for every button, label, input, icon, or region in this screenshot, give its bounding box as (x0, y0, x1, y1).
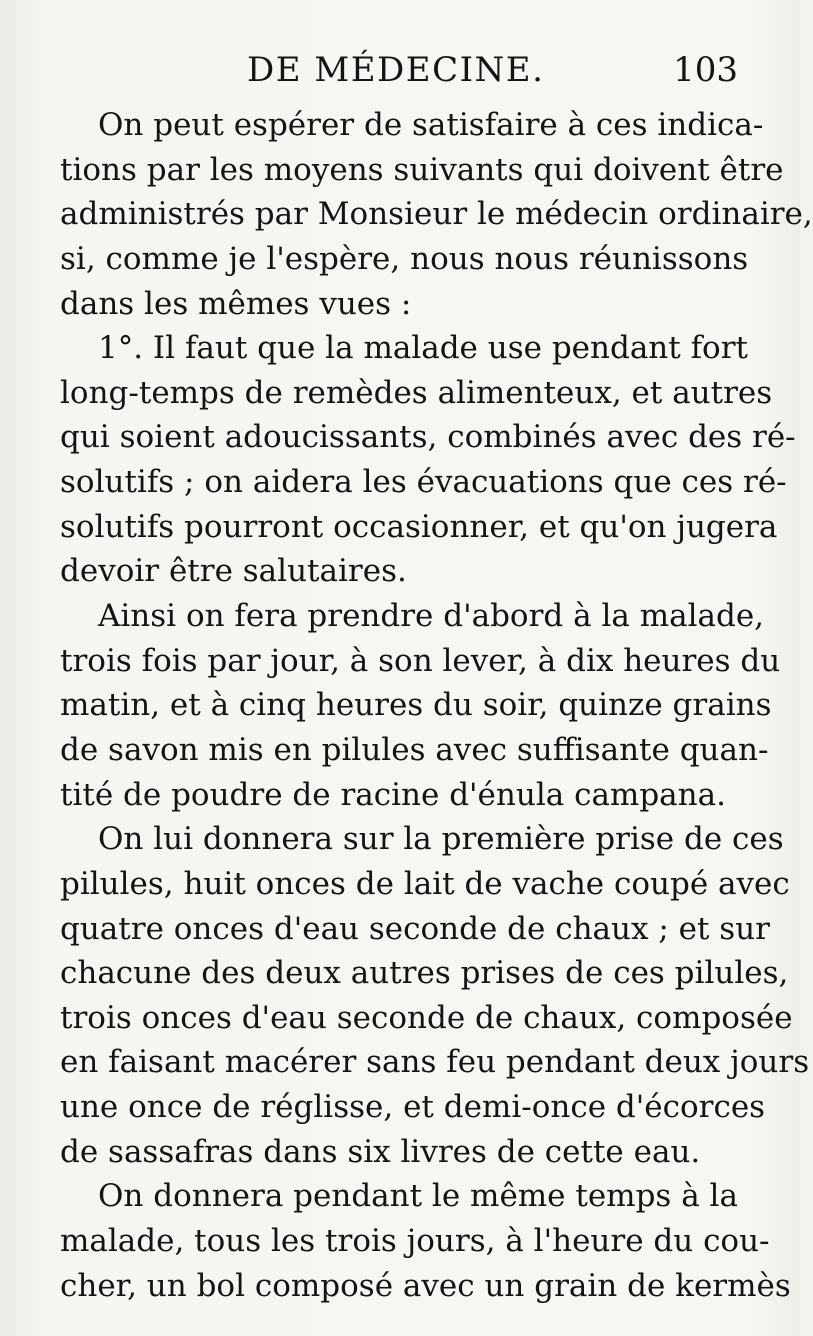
text-line: quatre onces d'eau seconde de chaux ; et sur (60, 910, 770, 947)
text-line: trois fois par jour, à son lever, à dix heures du (60, 642, 781, 679)
text-line: qui soient adoucissants, combinés avec des ré- (60, 419, 796, 456)
paragraph-bolus (60, 1174, 791, 1308)
paragraph-first-remedy (60, 326, 796, 594)
running-title: DE MÉDECINE. (247, 50, 545, 90)
text-line: trois onces d'eau seconde de chaux, composée (60, 999, 793, 1036)
text-line: 1°. Il faut que la malade use pendant fort (98, 330, 749, 367)
body-text (60, 103, 813, 1308)
text-line: en faisant macérer sans feu pendant deux jours (60, 1044, 810, 1081)
paragraph-indications (60, 103, 813, 326)
text-line: de savon mis en pilules avec suffisante quan- (60, 731, 769, 768)
page-number: 103 (673, 50, 738, 90)
text-line: chacune des deux autres prises de ces pilules, (60, 955, 789, 992)
text-line: tions par les moyens suivants qui doivent être (60, 151, 784, 188)
text-line: On donnera pendant le même temps à la (98, 1178, 738, 1215)
text-line: administrés par Monsieur le médecin ordinaire, (60, 196, 813, 233)
text-line: cher, un bol composé avec un grain de kermès (60, 1267, 791, 1304)
text-line: de sassafras dans six livres de cette eau. (60, 1133, 701, 1170)
text-line: On lui donnera sur la première prise de ces (98, 821, 784, 858)
text-line: devoir être salutaires. (60, 553, 407, 590)
text-line: solutifs pourront occasionner, et qu'on jugera (60, 508, 778, 545)
text-line: malade, tous les trois jours, à l'heure du cou- (60, 1223, 770, 1260)
text-line: long-temps de remèdes alimenteux, et autres (60, 374, 773, 411)
text-line: dans les mêmes vues : (60, 285, 412, 322)
paragraph-pills (60, 594, 781, 817)
paragraph-milk-and-lime-water (60, 817, 810, 1174)
page-header (60, 48, 740, 100)
text-line: pilules, huit onces de lait de vache coupé avec (60, 865, 790, 902)
text-line: Ainsi on fera prendre d'abord à la malade, (98, 598, 765, 635)
text-line: matin, et à cinq heures du soir, quinze grains (60, 687, 772, 724)
text-line: On peut espérer de satisfaire à ces indica- (98, 107, 764, 143)
text-line: si, comme je l'espère, nous nous réunissons (60, 240, 749, 277)
text-line: tité de poudre de racine d'énula campana. (60, 776, 726, 813)
text-line: solutifs ; on aidera les évacuations que ces ré- (60, 464, 787, 501)
text-line: une once de réglisse, et demi-once d'écorces (60, 1089, 766, 1126)
